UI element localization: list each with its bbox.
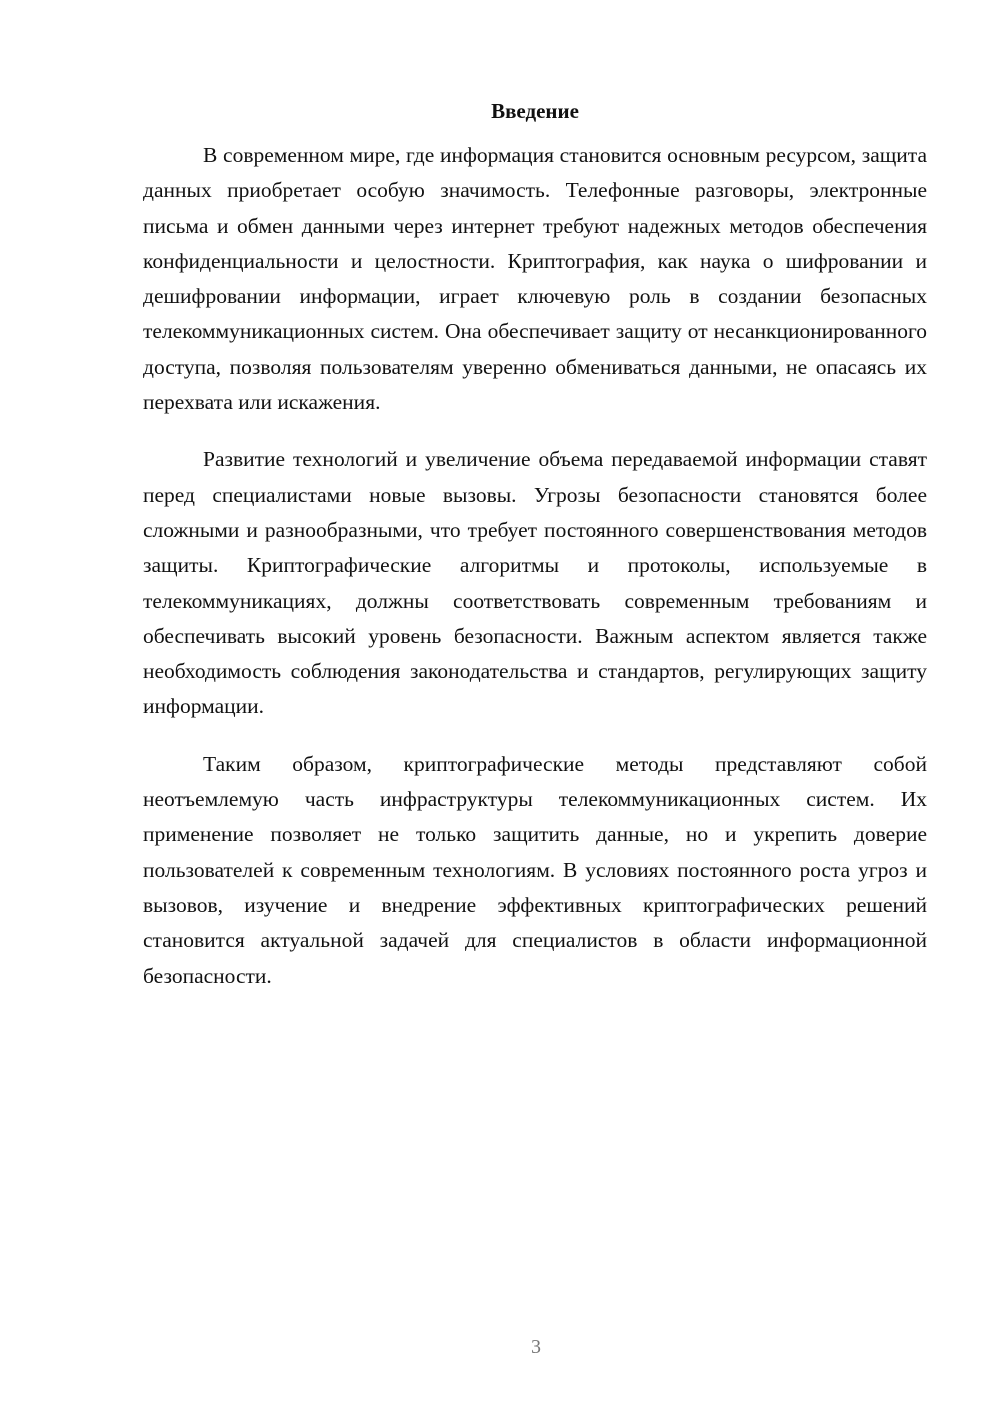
page-number: 3 — [531, 1336, 541, 1358]
paragraph-1: В современном мире, где информация становится основным ресурсом, защита данных приобретает особую значимость. Телефонные разговоры, электронные письма и обмен данными через интернет требуют надежных методов обеспечения конфиденциальности и целостности. Криптография, как наука о шифровании и дешифровании информации, играет ключевую роль в создании безопасных телекоммуникационных систем. Она обеспечивает защиту от несанкционированного доступа, позволяя пользователям уверенно обмениваться данными, не опасаясь их перехвата или искажения. — [143, 143, 927, 415]
paragraph-2: Развитие технологий и увеличение объема передаваемой информации ставят перед специалистами новые вызовы. Угрозы безопасности становятся более сложными и разнообразными, что требует постоянного совершенствования методов защиты. Криптографические алгоритмы и протоколы, используемые в телекоммуникациях, должны соответствовать современным требованиям и обеспечивать высокий уровень безопасности. Важным аспектом является также необходимость соблюдения законодательства и стандартов, регулирующих защиту информации. — [143, 447, 927, 719]
paragraph-3: Таким образом, криптографические методы представляют собой неотъемлемую часть инфраструктуры телекоммуникационных систем. Их применение позволяет не только защитить данные, но и укрепить доверие пользователей к современным технологиям. В условиях постоянного роста угроз и вызовов, изучение и внедрение эффективных криптографических решений становится актуальной задачей для специалистов в области информационной безопасности. — [143, 751, 927, 988]
section-heading: Введение — [491, 99, 579, 123]
page-content — [143, 96, 927, 1016]
